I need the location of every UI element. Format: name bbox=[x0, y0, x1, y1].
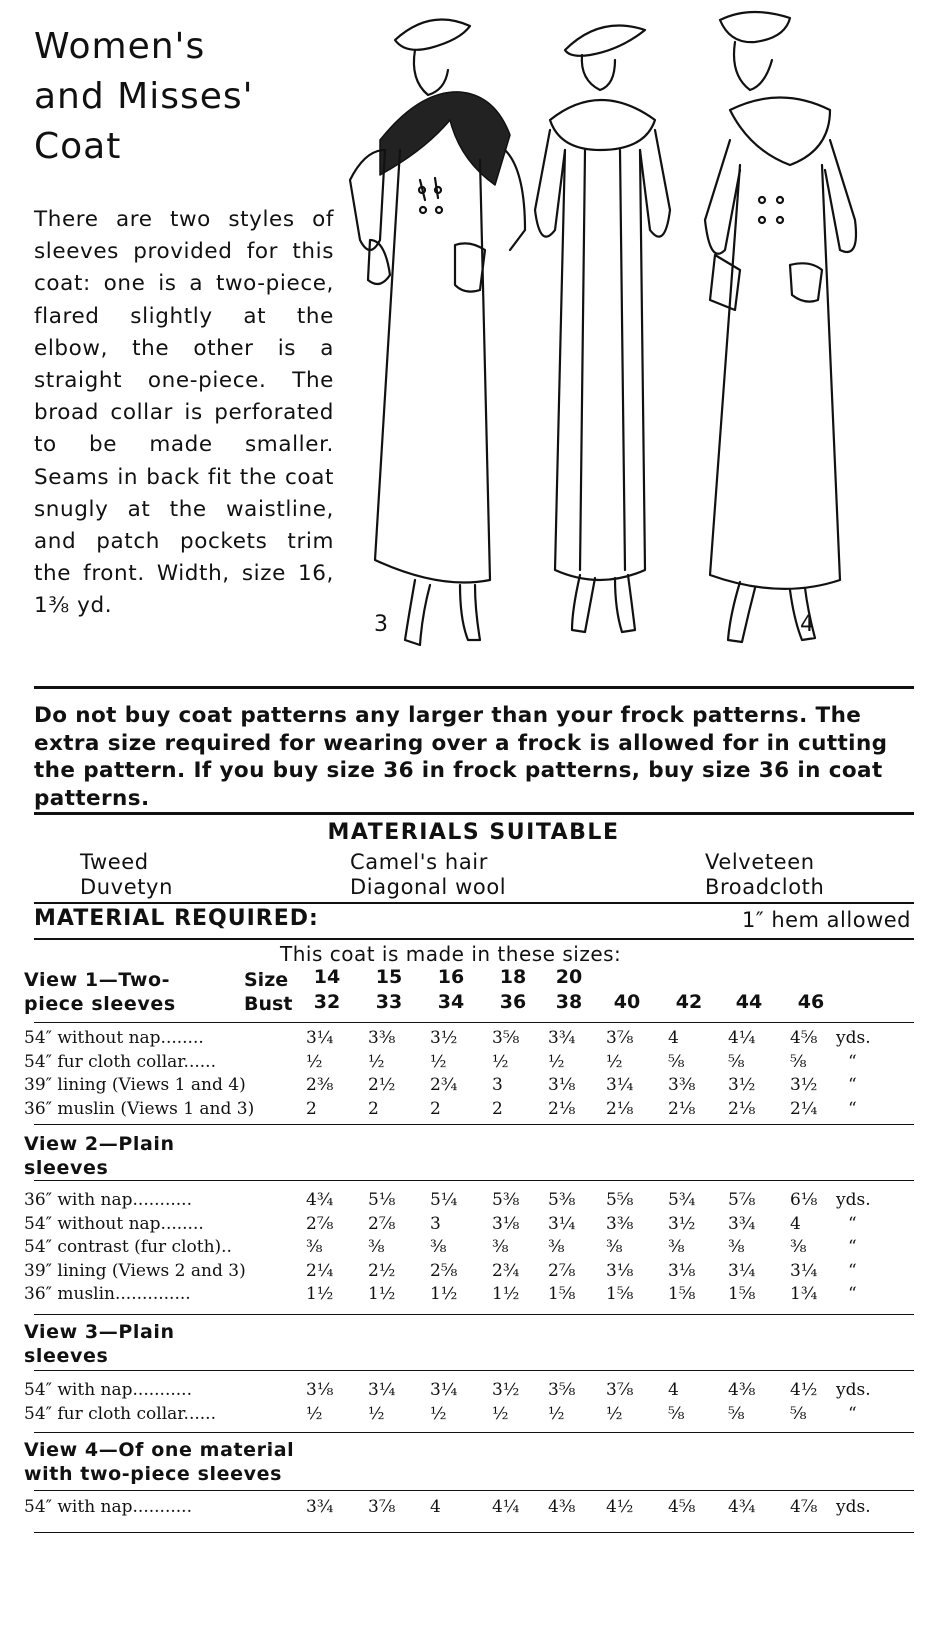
materials-column-3 bbox=[705, 850, 824, 900]
table-cell: 2 bbox=[492, 1098, 503, 1119]
table-cell: 1⅝ bbox=[728, 1284, 756, 1304]
table-cell: 3⅞ bbox=[606, 1380, 634, 1400]
table-cell: 2½ bbox=[368, 1260, 396, 1281]
row-label: 54″ with nap........... bbox=[24, 1380, 192, 1400]
view-title bbox=[24, 968, 176, 1016]
size-value: 16 bbox=[437, 966, 465, 988]
unit-label: “ bbox=[848, 1260, 857, 1281]
table-cell: ⅝ bbox=[790, 1403, 807, 1424]
hem-note: 1″ hem allowed bbox=[741, 908, 911, 932]
view-title-line: with two-piece sleeves bbox=[24, 1463, 283, 1485]
table-cell: 2 bbox=[306, 1098, 317, 1119]
coat-illustration bbox=[310, 0, 910, 680]
table-cell: 3⅝ bbox=[548, 1380, 576, 1400]
table-cell: ½ bbox=[430, 1403, 447, 1424]
table-cell: 4⅝ bbox=[790, 1028, 818, 1048]
table-cell: ⅜ bbox=[728, 1237, 745, 1257]
table-cell: ⅜ bbox=[606, 1237, 623, 1257]
view-title-line: View 1—Two- bbox=[24, 969, 171, 991]
bust-value: 44 bbox=[735, 991, 763, 1013]
table-cell: ½ bbox=[492, 1051, 509, 1072]
bust-value: 42 bbox=[675, 991, 703, 1013]
table-cell: 4¼ bbox=[728, 1028, 756, 1048]
table-cell: 5⅛ bbox=[368, 1190, 396, 1210]
table-cell: 4¾ bbox=[728, 1497, 756, 1517]
row-label: 36″ muslin (Views 1 and 3) bbox=[24, 1098, 255, 1119]
table-cell: 1⅝ bbox=[548, 1284, 576, 1304]
table-cell: 4⅜ bbox=[728, 1380, 756, 1400]
table-cell: 5⅜ bbox=[492, 1190, 520, 1210]
description: There are two styles of sleeves provided for this coat: one is a two-piece, flared slightly at the elbow, the other is a straight one-piece. The broad collar is perforated to be made smaller. Seams in back fit the coat snugly at the waistline, and patch pockets trim the front. Width, size 16, 1⅜ yd. bbox=[34, 207, 334, 619]
materials-column-2 bbox=[350, 850, 506, 900]
table-cell: 3¼ bbox=[368, 1380, 396, 1400]
table-cell: 3 bbox=[492, 1075, 503, 1095]
table-cell: 1⅝ bbox=[668, 1284, 696, 1304]
table-cell: 2¼ bbox=[790, 1098, 818, 1119]
table-cell: 1½ bbox=[368, 1284, 396, 1304]
title-line: Coat bbox=[34, 126, 122, 167]
bust-value: 32 bbox=[313, 991, 341, 1013]
materials-heading: MATERIALS SUITABLE bbox=[327, 820, 620, 845]
figure-label-left: 3 bbox=[374, 612, 388, 637]
table-cell: ⅝ bbox=[728, 1051, 745, 1072]
table-cell: 5¾ bbox=[668, 1190, 696, 1210]
divider bbox=[34, 1532, 914, 1533]
divider bbox=[34, 1180, 914, 1181]
table-cell: 3¼ bbox=[790, 1260, 818, 1281]
table-cell: 3¼ bbox=[606, 1075, 634, 1095]
table-cell: 3⅛ bbox=[548, 1075, 576, 1095]
materials-column-1 bbox=[80, 850, 173, 900]
table-cell: 3⅞ bbox=[368, 1497, 396, 1517]
table-cell: ½ bbox=[606, 1051, 623, 1072]
material-required-label: MATERIAL REQUIRED: bbox=[34, 906, 319, 931]
table-cell: 3½ bbox=[668, 1213, 696, 1234]
table-cell: 3⅜ bbox=[606, 1213, 634, 1234]
material-item: Velveteen bbox=[705, 850, 815, 874]
bust-label: Bust bbox=[244, 993, 293, 1015]
table-cell: 2¼ bbox=[306, 1260, 334, 1281]
unit-label: yds. bbox=[836, 1190, 871, 1210]
table-cell: 3⅜ bbox=[368, 1028, 396, 1048]
table-cell: 3½ bbox=[492, 1380, 520, 1400]
unit-label: “ bbox=[848, 1051, 857, 1072]
unit-label: yds. bbox=[836, 1028, 871, 1048]
table-cell: 3¼ bbox=[548, 1213, 576, 1234]
table-cell: ½ bbox=[606, 1403, 623, 1424]
table-cell: 5⅜ bbox=[548, 1190, 576, 1210]
table-cell: 3½ bbox=[790, 1075, 818, 1095]
view-title-line: View 4—Of one material bbox=[24, 1439, 295, 1461]
table-cell: 2⅜ bbox=[306, 1075, 334, 1095]
table-cell: 2⅞ bbox=[368, 1213, 396, 1234]
table-cell: 1½ bbox=[430, 1284, 458, 1304]
divider bbox=[34, 1370, 914, 1371]
bust-value: 46 bbox=[797, 991, 825, 1013]
unit-label: yds. bbox=[836, 1380, 871, 1400]
table-cell: 3⅛ bbox=[606, 1260, 634, 1281]
row-label: 36″ muslin.............. bbox=[24, 1284, 191, 1304]
table-cell: ⅜ bbox=[306, 1237, 323, 1257]
table-cell: ½ bbox=[548, 1051, 565, 1072]
divider bbox=[34, 1314, 914, 1315]
row-label: 54″ contrast (fur cloth).. bbox=[24, 1237, 232, 1257]
material-item: Broadcloth bbox=[705, 875, 825, 899]
table-cell: 3¾ bbox=[306, 1497, 334, 1517]
table-cell: 3¼ bbox=[306, 1028, 334, 1048]
table-cell: 4 bbox=[790, 1213, 801, 1234]
view-title bbox=[24, 1320, 175, 1368]
table-cell: 4⅝ bbox=[668, 1497, 696, 1517]
table-cell: 3¾ bbox=[728, 1213, 756, 1234]
size-value: 20 bbox=[555, 966, 583, 988]
bust-value: 33 bbox=[375, 991, 403, 1013]
table-cell: 4 bbox=[668, 1380, 679, 1400]
table-cell: 2⅛ bbox=[606, 1098, 634, 1119]
table-cell: 4⅞ bbox=[790, 1497, 818, 1517]
table-cell: 2⅞ bbox=[548, 1260, 576, 1281]
figure-front-collar bbox=[705, 12, 856, 642]
table-cell: 2⅛ bbox=[668, 1098, 696, 1119]
table-cell: 2 bbox=[368, 1098, 379, 1119]
divider bbox=[34, 1432, 914, 1433]
table-cell: 4½ bbox=[790, 1380, 818, 1400]
material-item: Camel's hair bbox=[350, 850, 488, 874]
unit-label: “ bbox=[848, 1237, 857, 1257]
unit-label: “ bbox=[848, 1213, 857, 1234]
bust-value: 40 bbox=[613, 991, 641, 1013]
table-cell: ½ bbox=[492, 1403, 509, 1424]
table-cell: 4⅜ bbox=[548, 1497, 576, 1517]
size-notice: Do not buy coat patterns any larger than your frock patterns. The extra size required for wearing over a frock is allowed for in cutting the pattern. If you buy size 36 in frock patterns, buy size 36 in coat patterns. bbox=[34, 703, 888, 811]
table-cell: 3¼ bbox=[430, 1380, 458, 1400]
table-cell: ½ bbox=[430, 1051, 447, 1072]
table-cell: 3⅛ bbox=[492, 1213, 520, 1234]
figure-label-right: 4 bbox=[800, 612, 814, 637]
table-cell: ⅜ bbox=[790, 1237, 807, 1257]
table-cell: 2¾ bbox=[492, 1260, 520, 1281]
divider bbox=[34, 938, 914, 940]
table-cell: ½ bbox=[368, 1403, 385, 1424]
table-cell: 3 bbox=[430, 1213, 441, 1234]
view-title-line: sleeves bbox=[24, 1157, 109, 1179]
table-cell: 3¼ bbox=[728, 1260, 756, 1281]
divider bbox=[34, 1124, 914, 1125]
table-cell: 4½ bbox=[606, 1497, 634, 1517]
row-label: 39″ lining (Views 1 and 4) bbox=[24, 1075, 246, 1095]
size-value: 14 bbox=[313, 966, 341, 988]
table-cell: ⅜ bbox=[430, 1237, 447, 1257]
table-cell: ⅝ bbox=[668, 1403, 685, 1424]
divider bbox=[34, 902, 914, 904]
table-cell: 2 bbox=[430, 1098, 441, 1119]
unit-label: “ bbox=[848, 1403, 857, 1424]
table-cell: 4¾ bbox=[306, 1190, 334, 1210]
bust-value: 34 bbox=[437, 991, 465, 1013]
table-cell: 3½ bbox=[728, 1075, 756, 1095]
unit-label: “ bbox=[848, 1284, 857, 1304]
table-cell: 2⅛ bbox=[728, 1098, 756, 1119]
size-bust-labels bbox=[244, 968, 292, 1016]
size-label: Size bbox=[244, 969, 289, 991]
table-cell: ⅝ bbox=[790, 1051, 807, 1072]
view-title bbox=[24, 1132, 175, 1180]
figure-front-caped bbox=[350, 20, 525, 645]
material-item: Tweed bbox=[80, 850, 149, 874]
table-cell: 3⅞ bbox=[606, 1028, 634, 1048]
table-cell: ½ bbox=[368, 1051, 385, 1072]
table-cell: 1½ bbox=[306, 1284, 334, 1304]
table-cell: 1¾ bbox=[790, 1284, 818, 1304]
row-label: 39″ lining (Views 2 and 3) bbox=[24, 1260, 246, 1281]
row-label: 36″ with nap........... bbox=[24, 1190, 192, 1210]
table-cell: 5⅞ bbox=[728, 1190, 756, 1210]
table-cell: ⅜ bbox=[668, 1237, 685, 1257]
table-cell: 6⅛ bbox=[790, 1190, 818, 1210]
row-label: 54″ without nap........ bbox=[24, 1213, 204, 1234]
table-cell: 3⅛ bbox=[306, 1380, 334, 1400]
divider bbox=[34, 1490, 914, 1491]
view-title bbox=[24, 1438, 294, 1486]
table-cell: 2¾ bbox=[430, 1075, 458, 1095]
title-line: Women's bbox=[34, 26, 206, 67]
table-cell: ⅝ bbox=[668, 1051, 685, 1072]
table-cell: ⅜ bbox=[548, 1237, 565, 1257]
table-cell: ⅜ bbox=[368, 1237, 385, 1257]
table-cell: 3⅛ bbox=[668, 1260, 696, 1281]
view-title-line: sleeves bbox=[24, 1345, 109, 1367]
material-item: Diagonal wool bbox=[350, 875, 507, 899]
table-cell: 3¾ bbox=[548, 1028, 576, 1048]
row-label: 54″ fur cloth collar...... bbox=[24, 1403, 216, 1424]
view-title-line: View 2—Plain bbox=[24, 1133, 175, 1155]
table-cell: 3⅝ bbox=[492, 1028, 520, 1048]
unit-label: yds. bbox=[836, 1497, 871, 1517]
row-label: 54″ with nap........... bbox=[24, 1497, 192, 1517]
table-cell: 4¼ bbox=[492, 1497, 520, 1517]
bust-value: 36 bbox=[499, 991, 527, 1013]
view-title-line: piece sleeves bbox=[24, 993, 176, 1015]
table-cell: 2½ bbox=[368, 1075, 396, 1095]
table-cell: 3½ bbox=[430, 1028, 458, 1048]
size-value: 15 bbox=[375, 966, 403, 988]
table-cell: ½ bbox=[548, 1403, 565, 1424]
page-title bbox=[34, 22, 254, 172]
table-cell: 4 bbox=[430, 1497, 441, 1517]
table-cell: 5¼ bbox=[430, 1190, 458, 1210]
bust-value: 38 bbox=[555, 991, 583, 1013]
unit-label: “ bbox=[848, 1098, 857, 1119]
unit-label: “ bbox=[848, 1075, 857, 1095]
divider bbox=[34, 1022, 914, 1023]
table-cell: 1½ bbox=[492, 1284, 520, 1304]
row-label: 54″ without nap........ bbox=[24, 1028, 204, 1048]
table-cell: 2⅞ bbox=[306, 1213, 334, 1234]
view-title-line: View 3—Plain bbox=[24, 1321, 175, 1343]
table-cell: ⅜ bbox=[492, 1237, 509, 1257]
sizes-note: This coat is made in these sizes: bbox=[280, 942, 622, 966]
size-value: 18 bbox=[499, 966, 527, 988]
table-cell: ⅝ bbox=[728, 1403, 745, 1424]
figure-back bbox=[535, 26, 670, 633]
table-cell: 1⅝ bbox=[606, 1284, 634, 1304]
table-cell: 2⅛ bbox=[548, 1098, 576, 1119]
table-cell: 5⅝ bbox=[606, 1190, 634, 1210]
divider bbox=[34, 812, 914, 815]
material-item: Duvetyn bbox=[80, 875, 173, 899]
table-cell: ½ bbox=[306, 1051, 323, 1072]
table-cell: 3⅜ bbox=[668, 1075, 696, 1095]
row-label: 54″ fur cloth collar...... bbox=[24, 1051, 216, 1072]
table-cell: ½ bbox=[306, 1403, 323, 1424]
divider bbox=[34, 686, 914, 689]
title-line: and Misses' bbox=[34, 76, 254, 117]
table-cell: 4 bbox=[668, 1028, 679, 1048]
table-cell: 2⅝ bbox=[430, 1260, 458, 1281]
